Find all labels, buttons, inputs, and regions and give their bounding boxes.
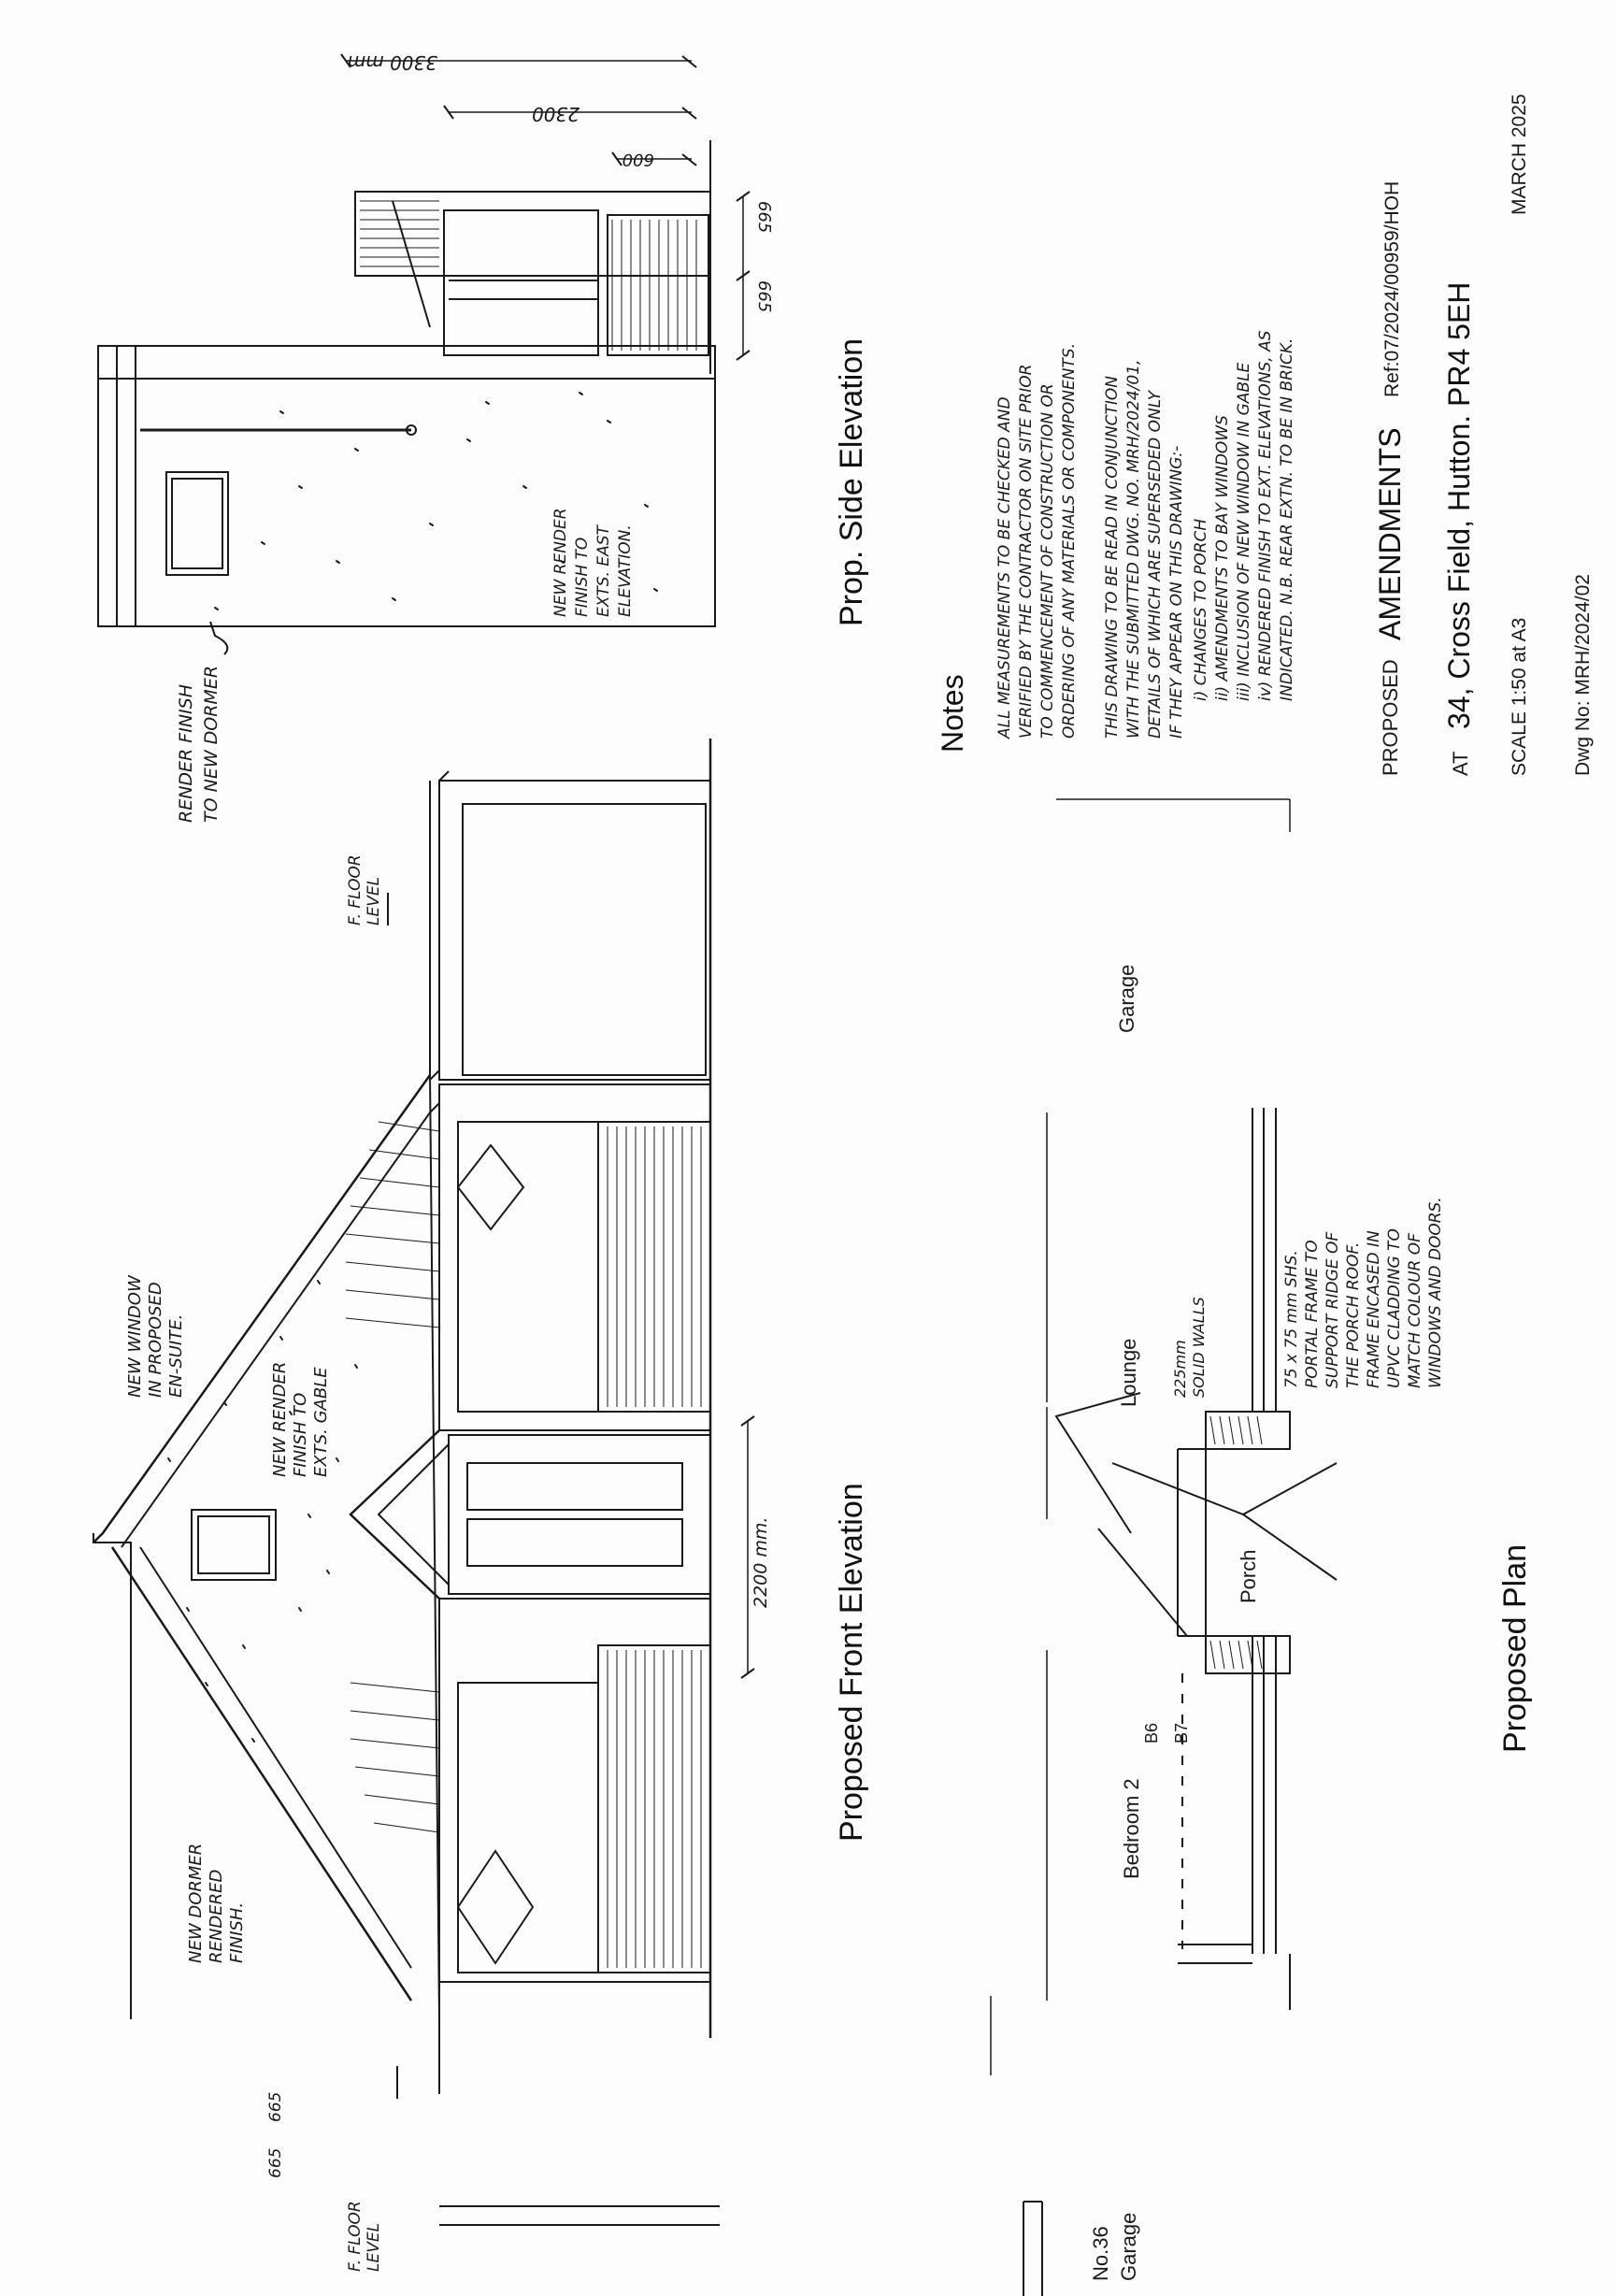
svg-text:IF THEY APPEAR ON THIS DRAWING: IF THEY APPEAR ON THIS DRAWING:- (1167, 445, 1186, 739)
ff-level-left-1: F. FLOOR (346, 2201, 365, 2272)
title-side-elevation: Prop. Side Elevation (834, 337, 869, 626)
svg-text:THIS DRAWING TO BE READ IN CON: THIS DRAWING TO BE READ IN CONJUNCTION (1103, 375, 1122, 739)
note-new-window-1: NEW WINDOW (125, 1275, 145, 1398)
title-front-elevation: Proposed Front Elevation (834, 1483, 869, 1842)
svg-text:iii) INCLUSION OF NEW WINDOW I: iii) INCLUSION OF NEW WINDOW IN GABLE (1235, 362, 1253, 701)
svg-text:iv) RENDERED FINISH TO EXT. EL: iv) RENDERED FINISH TO EXT. ELEVATIONS, AS (1256, 330, 1275, 701)
side-window (166, 472, 228, 575)
title-scale: SCALE 1:50 at A3 (1509, 617, 1530, 776)
svg-text:PORTAL FRAME TO: PORTAL FRAME TO (1303, 1240, 1322, 1388)
room-no36-garage: Garage (1117, 2212, 1140, 2281)
ff-level-right-1: F. FLOOR (346, 854, 365, 926)
svg-text:INDICATED. N.B. REAR EXTN. TO: INDICATED. N.B. REAR EXTN. TO BE IN BRICK. (1278, 337, 1296, 701)
title-amendments: AMENDMENTS (1373, 427, 1407, 640)
dim-600: 600 (622, 150, 654, 169)
note-walls-225-1: 225mm (1171, 1340, 1189, 1398)
title-date: MARCH 2025 (1509, 93, 1530, 215)
note-new-dormer-2: RENDERED (207, 1869, 226, 1963)
svg-text:DETAILS OF WHICH ARE SUPERSEDE: DETAILS OF WHICH ARE SUPERSEDED ONLY (1146, 391, 1165, 739)
svg-text:THE PORCH ROOF.: THE PORCH ROOF. (1344, 1241, 1363, 1388)
svg-text:ALL MEASUREMENTS TO BE CHECKED: ALL MEASUREMENTS TO BE CHECKED AND (995, 396, 1014, 739)
dim-side-665-b: 665 (754, 280, 774, 313)
svg-text:TO COMMENCEMENT OF CONSTRUCTIO: TO COMMENCEMENT OF CONSTRUCTION OR (1038, 383, 1057, 739)
dim-front-665-b: 665 (266, 2147, 285, 2178)
label-b7: B7 (1172, 1722, 1191, 1744)
note-new-dormer-1: NEW DORMER (186, 1843, 206, 1963)
note-render-gable-2: FINISH TO (291, 1392, 310, 1477)
room-lounge: Lounge (1117, 1338, 1140, 1407)
note-render-east-2: FINISH TO (573, 537, 592, 617)
dim-2200: 2200 mm. (751, 1516, 771, 1608)
label-b6: B6 (1142, 1722, 1161, 1744)
note-render-dormer-1: RENDER FINISH (176, 684, 196, 823)
svg-text:i) CHANGES TO PORCH: i) CHANGES TO PORCH (1192, 518, 1210, 701)
side-porch-roof (355, 192, 710, 276)
front-bay-right (439, 1084, 710, 1430)
room-garage: Garage (1115, 964, 1138, 1033)
ff-level-right-2: LEVEL (365, 876, 383, 926)
gable-window (192, 1510, 276, 1580)
title-prefix: PROPOSED (1379, 659, 1402, 776)
note-render-gable-1: NEW RENDER (270, 1361, 290, 1477)
front-garage (439, 781, 710, 1080)
svg-text:SUPPORT RIDGE OF: SUPPORT RIDGE OF (1324, 1231, 1342, 1388)
room-no36: No.36 (1089, 2226, 1112, 2281)
front-elevation (93, 739, 754, 2225)
svg-text:ii) AMENDMENTS TO BAY WINDOWS: ii) AMENDMENTS TO BAY WINDOWS (1213, 415, 1232, 701)
svg-text:FRAME ENCASED IN: FRAME ENCASED IN (1365, 1230, 1383, 1388)
dim-side-665-a: 665 (754, 201, 774, 234)
svg-text:UPVC CLADDING TO: UPVC CLADDING TO (1385, 1228, 1404, 1388)
note-render-gable-3: EXTS. GABLE (311, 1367, 331, 1477)
front-porch (449, 1435, 710, 1594)
note-new-window-3: EN-SUITE. (166, 1313, 186, 1398)
room-porch: Porch (1237, 1549, 1260, 1603)
title-plan: Proposed Plan (1497, 1543, 1533, 1753)
note-walls-225-2: SOLID WALLS (1190, 1297, 1208, 1398)
svg-text:VERIFIED BY THE CONTRACTOR ON: VERIFIED BY THE CONTRACTOR ON SITE PRIOR (1017, 364, 1036, 739)
note-render-east-1: NEW RENDER (551, 508, 570, 617)
dim-2300: 2300 (532, 103, 580, 125)
note-portal-frame (1282, 1197, 1445, 1388)
svg-text:MATCH COLOUR OF: MATCH COLOUR OF (1406, 1233, 1424, 1388)
note-render-east-3: EXTS. EAST (594, 525, 613, 617)
note-render-dormer-2: TO NEW DORMER (201, 665, 222, 823)
proposed-plan (991, 799, 1337, 2296)
svg-text:WITH THE SUBMITTED DWG. NO. MR: WITH THE SUBMITTED DWG. NO. MRH/2024/01, (1124, 359, 1143, 739)
note-new-window-2: IN PROPOSED (146, 1282, 165, 1398)
svg-text:ORDERING OF ANY MATERIALS OR C: ORDERING OF ANY MATERIALS OR COMPONENTS. (1060, 342, 1079, 739)
ff-level-left-2: LEVEL (365, 2222, 383, 2272)
notes-list (995, 330, 1296, 739)
dim-3300: 3300 mm (347, 51, 437, 74)
side-elevation (98, 54, 750, 626)
note-render-east-4: ELEVATION. (616, 524, 635, 617)
title-block (1373, 93, 1594, 776)
front-bay-left (439, 1599, 710, 1982)
title-dwg-no: Dwg No: MRH/2024/02 (1572, 574, 1594, 776)
room-bedroom-2: Bedroom 2 (1120, 1778, 1143, 1879)
svg-text:WINDOWS AND DOORS.: WINDOWS AND DOORS. (1426, 1197, 1445, 1388)
note-new-dormer-3: FINISH. (227, 1901, 247, 1963)
address-prefix: AT (1449, 751, 1472, 776)
svg-text:75 x 75 mm SHS.: 75 x 75 mm SHS. (1282, 1250, 1301, 1388)
title-address: 34, Cross Field, Hutton. PR4 5EH (1442, 281, 1476, 729)
dim-front-665-a: 665 (266, 2091, 285, 2122)
title-ref: Ref:07/2024/00959/HOH (1381, 180, 1403, 397)
notes-heading: Notes (936, 674, 969, 753)
